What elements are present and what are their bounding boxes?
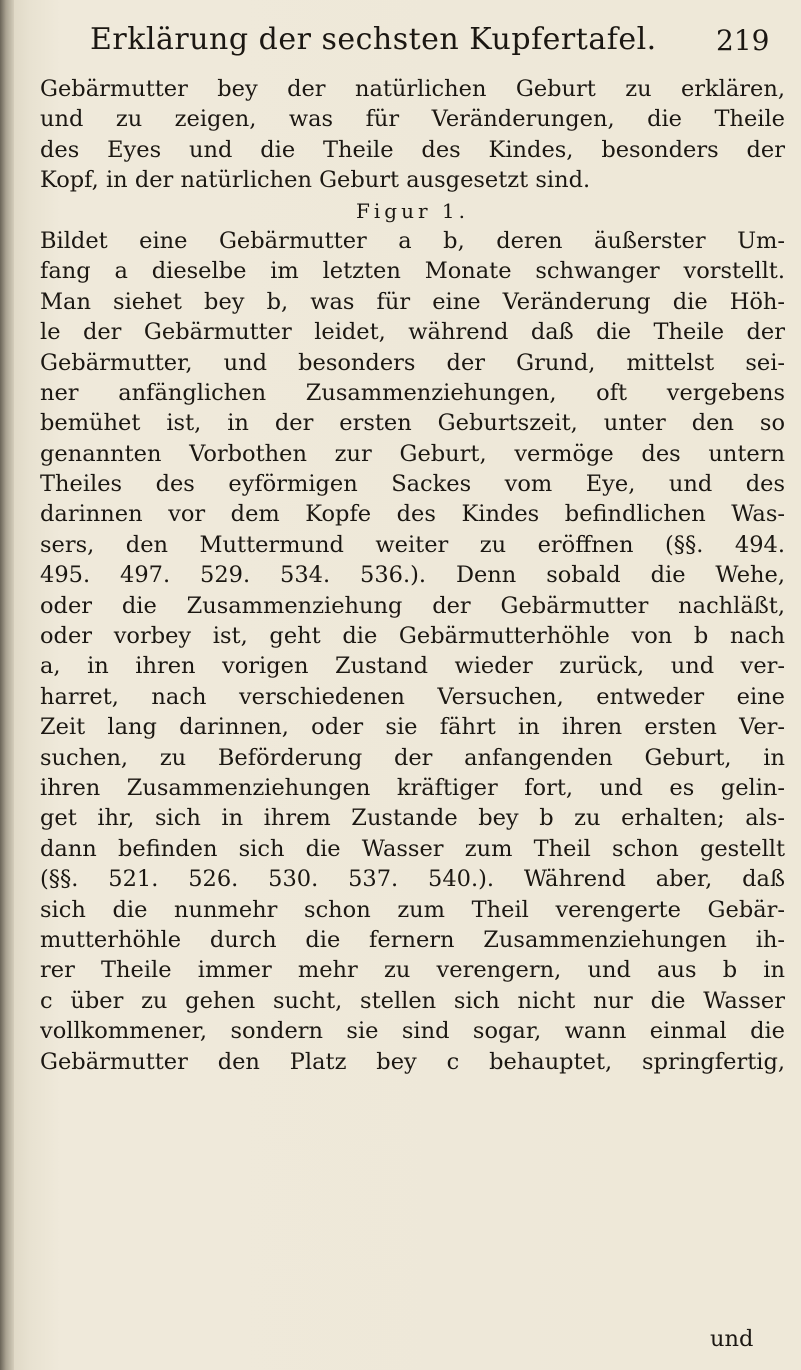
text-line: Gebärmutter bey der natürlichen Geburt zu erklären, <box>40 76 785 102</box>
text-line: genannten Vorbothen zur Geburt, vermöge des untern <box>40 440 785 467</box>
text-line: Theiles des eyförmigen Sackes vom Eye, und des <box>40 471 785 498</box>
page-header <box>0 22 801 66</box>
text-line: suchen, zu Beförderung der anfangenden Geburt, in <box>40 744 785 771</box>
body-text <box>40 74 785 1077</box>
text-line: fang a dieselbe im letzten Monate schwanger vorstellt. <box>40 258 785 285</box>
text-line: ihren Zusammenziehungen kräftiger fort, und es gelin- <box>40 774 785 801</box>
text-line: oder die Zusammenziehung der Gebärmutter nachläßt, <box>40 592 785 619</box>
running-title: Erklärung der sechsten Kupfertafel. <box>90 22 657 57</box>
text-line: le der Gebärmutter leidet, während daß die Theile der <box>40 319 785 346</box>
text-line: ner anfänglichen Zusammenziehungen, oft vergebens <box>40 379 785 406</box>
text-line: c über zu gehen sucht, stellen sich nicht nur die Wasser <box>40 987 785 1014</box>
text-line: a, in ihren vorigen Zustand wieder zurück, und ver- <box>40 653 785 680</box>
figure-heading: Figur 1. <box>356 198 469 223</box>
text-line: und zu zeigen, was für Veränderungen, die Theile <box>40 106 785 133</box>
text-line: dann befinden sich die Wasser zum Theil schon gestellt <box>40 835 785 862</box>
text-line: (§§. 521. 526. 530. 537. 540.). Während aber, daß <box>40 866 785 893</box>
text-line: vollkommener, sondern sie sind sogar, wann einmal die <box>40 1018 785 1045</box>
page-number: 219 <box>716 24 770 57</box>
text-line: sich die nunmehr schon zum Theil verengerte Gebär- <box>40 896 785 923</box>
binding-gutter <box>0 0 14 1370</box>
text-line: Gebärmutter, und besonders der Grund, mittelst sei- <box>40 349 785 376</box>
text-line: Man siehet bey b, was für eine Veränderung die Höh- <box>40 288 785 315</box>
text-line: oder vorbey ist, geht die Gebärmutterhöhle von b nach <box>40 623 785 650</box>
text-line: Bildet eine Gebärmutter a b, deren äußerster Um- <box>40 227 785 254</box>
text-line: Gebärmutter den Platz bey c behauptet, springfertig, <box>40 1048 785 1075</box>
text-line: Zeit lang darinnen, oder sie fährt in ihren ersten Ver- <box>40 714 785 741</box>
text-line: Kopf, in der natürlichen Geburt ausgesetzt sind. <box>40 167 591 194</box>
text-line: mutterhöhle durch die fernern Zusammenziehungen ih- <box>40 926 785 953</box>
catchword: und <box>710 1326 754 1352</box>
text-line: darinnen vor dem Kopfe des Kindes befindlichen Was- <box>40 501 785 528</box>
text-line: 495. 497. 529. 534. 536.). Denn sobald die Wehe, <box>40 562 785 589</box>
text-line: harret, nach verschiedenen Versuchen, entweder eine <box>40 683 785 710</box>
text-line: rer Theile immer mehr zu verengern, und aus b in <box>40 957 785 984</box>
text-line: get ihr, sich in ihrem Zustande bey b zu erhalten; als- <box>40 805 785 832</box>
text-line: sers, den Muttermund weiter zu eröffnen (§§. 494. <box>40 531 785 558</box>
text-line: bemühet ist, in der ersten Geburtszeit, unter den so <box>40 410 785 437</box>
text-line: des Eyes und die Theile des Kindes, besonders der <box>40 136 785 163</box>
